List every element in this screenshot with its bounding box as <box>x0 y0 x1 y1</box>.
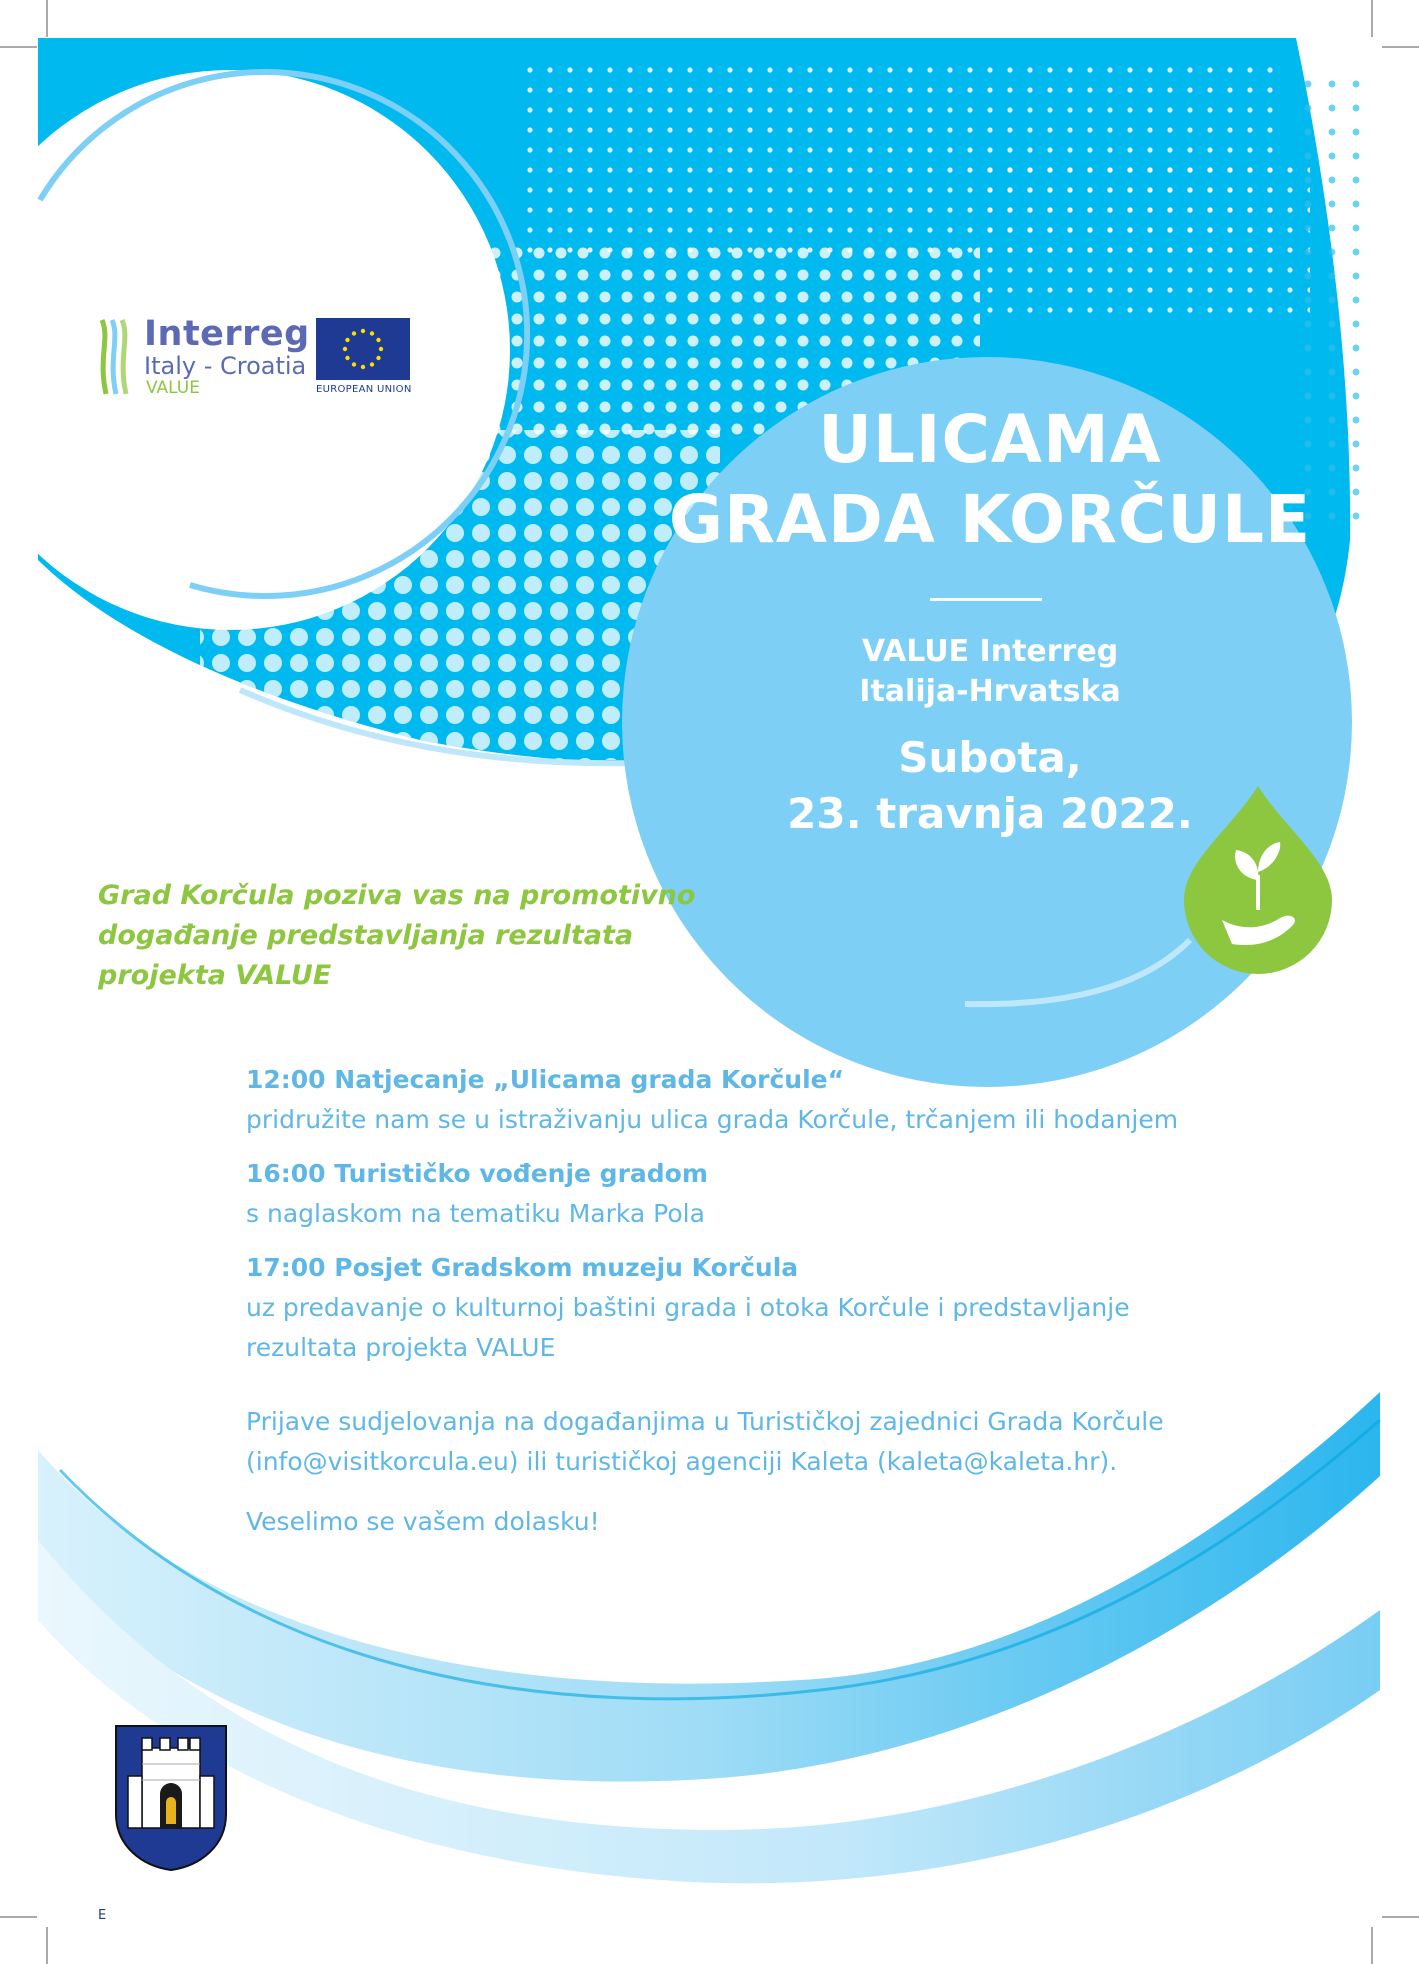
event-date <box>740 730 1240 842</box>
registration-line-1: Prijave sudjelovanja na događanjima u Turističkoj zajednici Grada Korčule <box>246 1407 1164 1436</box>
interreg-word: Interreg <box>144 314 310 354</box>
program-item-title: 17:00 Posjet Gradskom muzeju Korčula <box>246 1253 799 1282</box>
interreg-logo <box>98 314 418 404</box>
program-item-title: 12:00 Natjecanje „Ulicama grada Korčule“ <box>246 1065 845 1094</box>
program-item-desc: uz predavanje o kulturnoj baštini grada i otoka Korčule i predstavljanje rezultata projekta VALUE <box>246 1293 1130 1362</box>
closing-text: Veselimo se vašem dolasku! <box>246 1507 600 1536</box>
program-item <box>246 1060 1246 1140</box>
program-item-title: 16:00 Turističko vođenje gradom <box>246 1159 708 1188</box>
date-line-1: Subota, <box>898 733 1082 782</box>
intro-line-2: događanje predstavljanja rezultata <box>98 920 634 951</box>
title-line-2: GRADA KORČULE <box>668 481 1312 558</box>
program-item-desc: pridružite nam se u istraživanju ulica grada Korčule, trčanjem ili hodanjem <box>246 1105 1179 1134</box>
interreg-subtitle: Italy - Croatia <box>144 352 307 380</box>
eu-label: EUROPEAN UNION <box>316 384 412 395</box>
program-item-desc: s naglaskom na tematiku Marka Pola <box>246 1199 705 1228</box>
registration-line-2: (info@visitkorcula.eu) ili turističkoj agenciji Kaleta (kaleta@kaleta.hr). <box>246 1447 1118 1476</box>
poster-title <box>640 400 1340 560</box>
subtitle-line-2: Italija-Hrvatska <box>859 674 1121 709</box>
poster-subtitle <box>740 632 1240 712</box>
subtitle-line-1: VALUE Interreg <box>861 634 1119 669</box>
interreg-waves-icon <box>98 318 134 396</box>
intro-text <box>98 876 718 996</box>
korcula-coat-of-arms-icon <box>114 1724 228 1872</box>
program-item <box>246 1154 1246 1234</box>
eu-flag-icon <box>316 318 410 380</box>
intro-line-1: Grad Korčula poziva vas na promotivno <box>98 880 696 911</box>
program-list <box>246 1060 1246 1382</box>
footer-mark: E <box>98 1908 107 1923</box>
date-line-2: 23. travnja 2022. <box>787 789 1193 838</box>
title-divider <box>930 598 1042 601</box>
interreg-value-label: VALUE <box>146 378 200 398</box>
intro-line-3: projekta VALUE <box>98 960 332 991</box>
title-line-1: ULICAMA <box>818 401 1162 478</box>
program-item <box>246 1248 1146 1368</box>
registration-note <box>246 1402 1246 1482</box>
